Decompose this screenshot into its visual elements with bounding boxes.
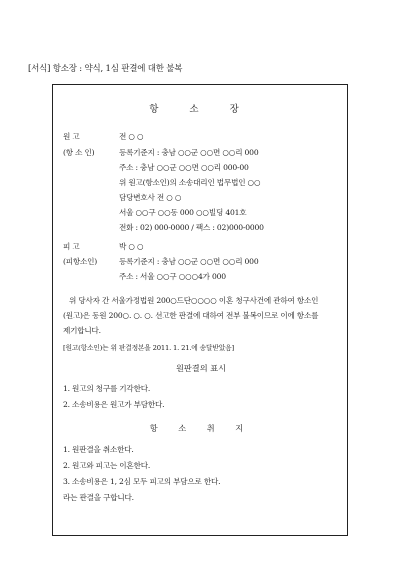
original-ruling-item: 2. 소송비용은 원고가 부담한다. — [63, 400, 165, 409]
body-line: 제기합니다. — [63, 326, 101, 335]
defendant-label: 피 고 — [63, 242, 80, 251]
defendant-address: 주소 : 서울 ○○구 ○○○4가 000 — [119, 272, 226, 281]
plaintiff-label: 원 고 — [63, 132, 80, 141]
service-note: [원고(항소인)는 위 판결정본을 2011. 1. 21.에 송달받았음] — [63, 344, 234, 352]
document-title: 항 소 장 — [149, 104, 253, 115]
plaintiff-phone: 전화 : 02) 000-0000 / 팩스 : 02)000-0000 — [119, 223, 264, 232]
appeal-purpose-closing: 라는 판결을 구합니다. — [63, 493, 134, 502]
body-line: 위 당사자 간 서울가정법원 200○드단○○○○ 이혼 청구사건에 관하여 항소인 — [69, 296, 319, 305]
appeal-purpose-heading: 항 소 취 지 — [149, 423, 253, 433]
plaintiff-appeal-label: (항 소 인) — [63, 148, 95, 157]
defendant-appeal-label: (피항소인) — [63, 257, 98, 266]
body-line: (원고)은 동원 200○. ○. ○. 선고한 판결에 대하여 전부 불복이므로 이에 항소를 — [63, 311, 319, 320]
plaintiff-counsel: 위 원고(항소인)의 소송대리인 법무법인 ○○ — [119, 178, 261, 187]
original-ruling-heading: 원판결의 표시 — [175, 363, 227, 373]
original-ruling-item: 1. 원고의 청구를 기각한다. — [63, 384, 151, 393]
defendant-name: 박 ○ ○ — [119, 242, 144, 251]
plaintiff-lawyer: 담당변호사 전 ○ ○ — [119, 193, 182, 202]
appeal-purpose-item: 3. 소송비용은 1, 2심 모두 피고의 부담으로 한다. — [63, 477, 221, 486]
plaintiff-reg-address: 등록기준지 : 충남 ○○군 ○○면 ○○리 000 — [119, 148, 259, 157]
plaintiff-address: 주소 : 충남 ○○군 ○○면 ○○리 000-00 — [119, 163, 249, 172]
plaintiff-name: 전 ○ ○ — [119, 132, 144, 141]
form-caption: [서식] 항소장 : 약식, 1심 판결에 대한 불복 — [28, 64, 183, 74]
document-frame — [52, 84, 348, 536]
plaintiff-office-address: 서울 ○○구 ○○동 000 ○○빌딩 401호 — [119, 208, 247, 217]
appeal-purpose-item: 2. 원고와 피고는 이혼한다. — [63, 461, 151, 470]
defendant-reg-address: 등록기준지 : 충남 ○○군 ○○면 ○○리 000 — [119, 257, 259, 266]
appeal-purpose-item: 1. 원판결을 취소한다. — [63, 445, 134, 454]
